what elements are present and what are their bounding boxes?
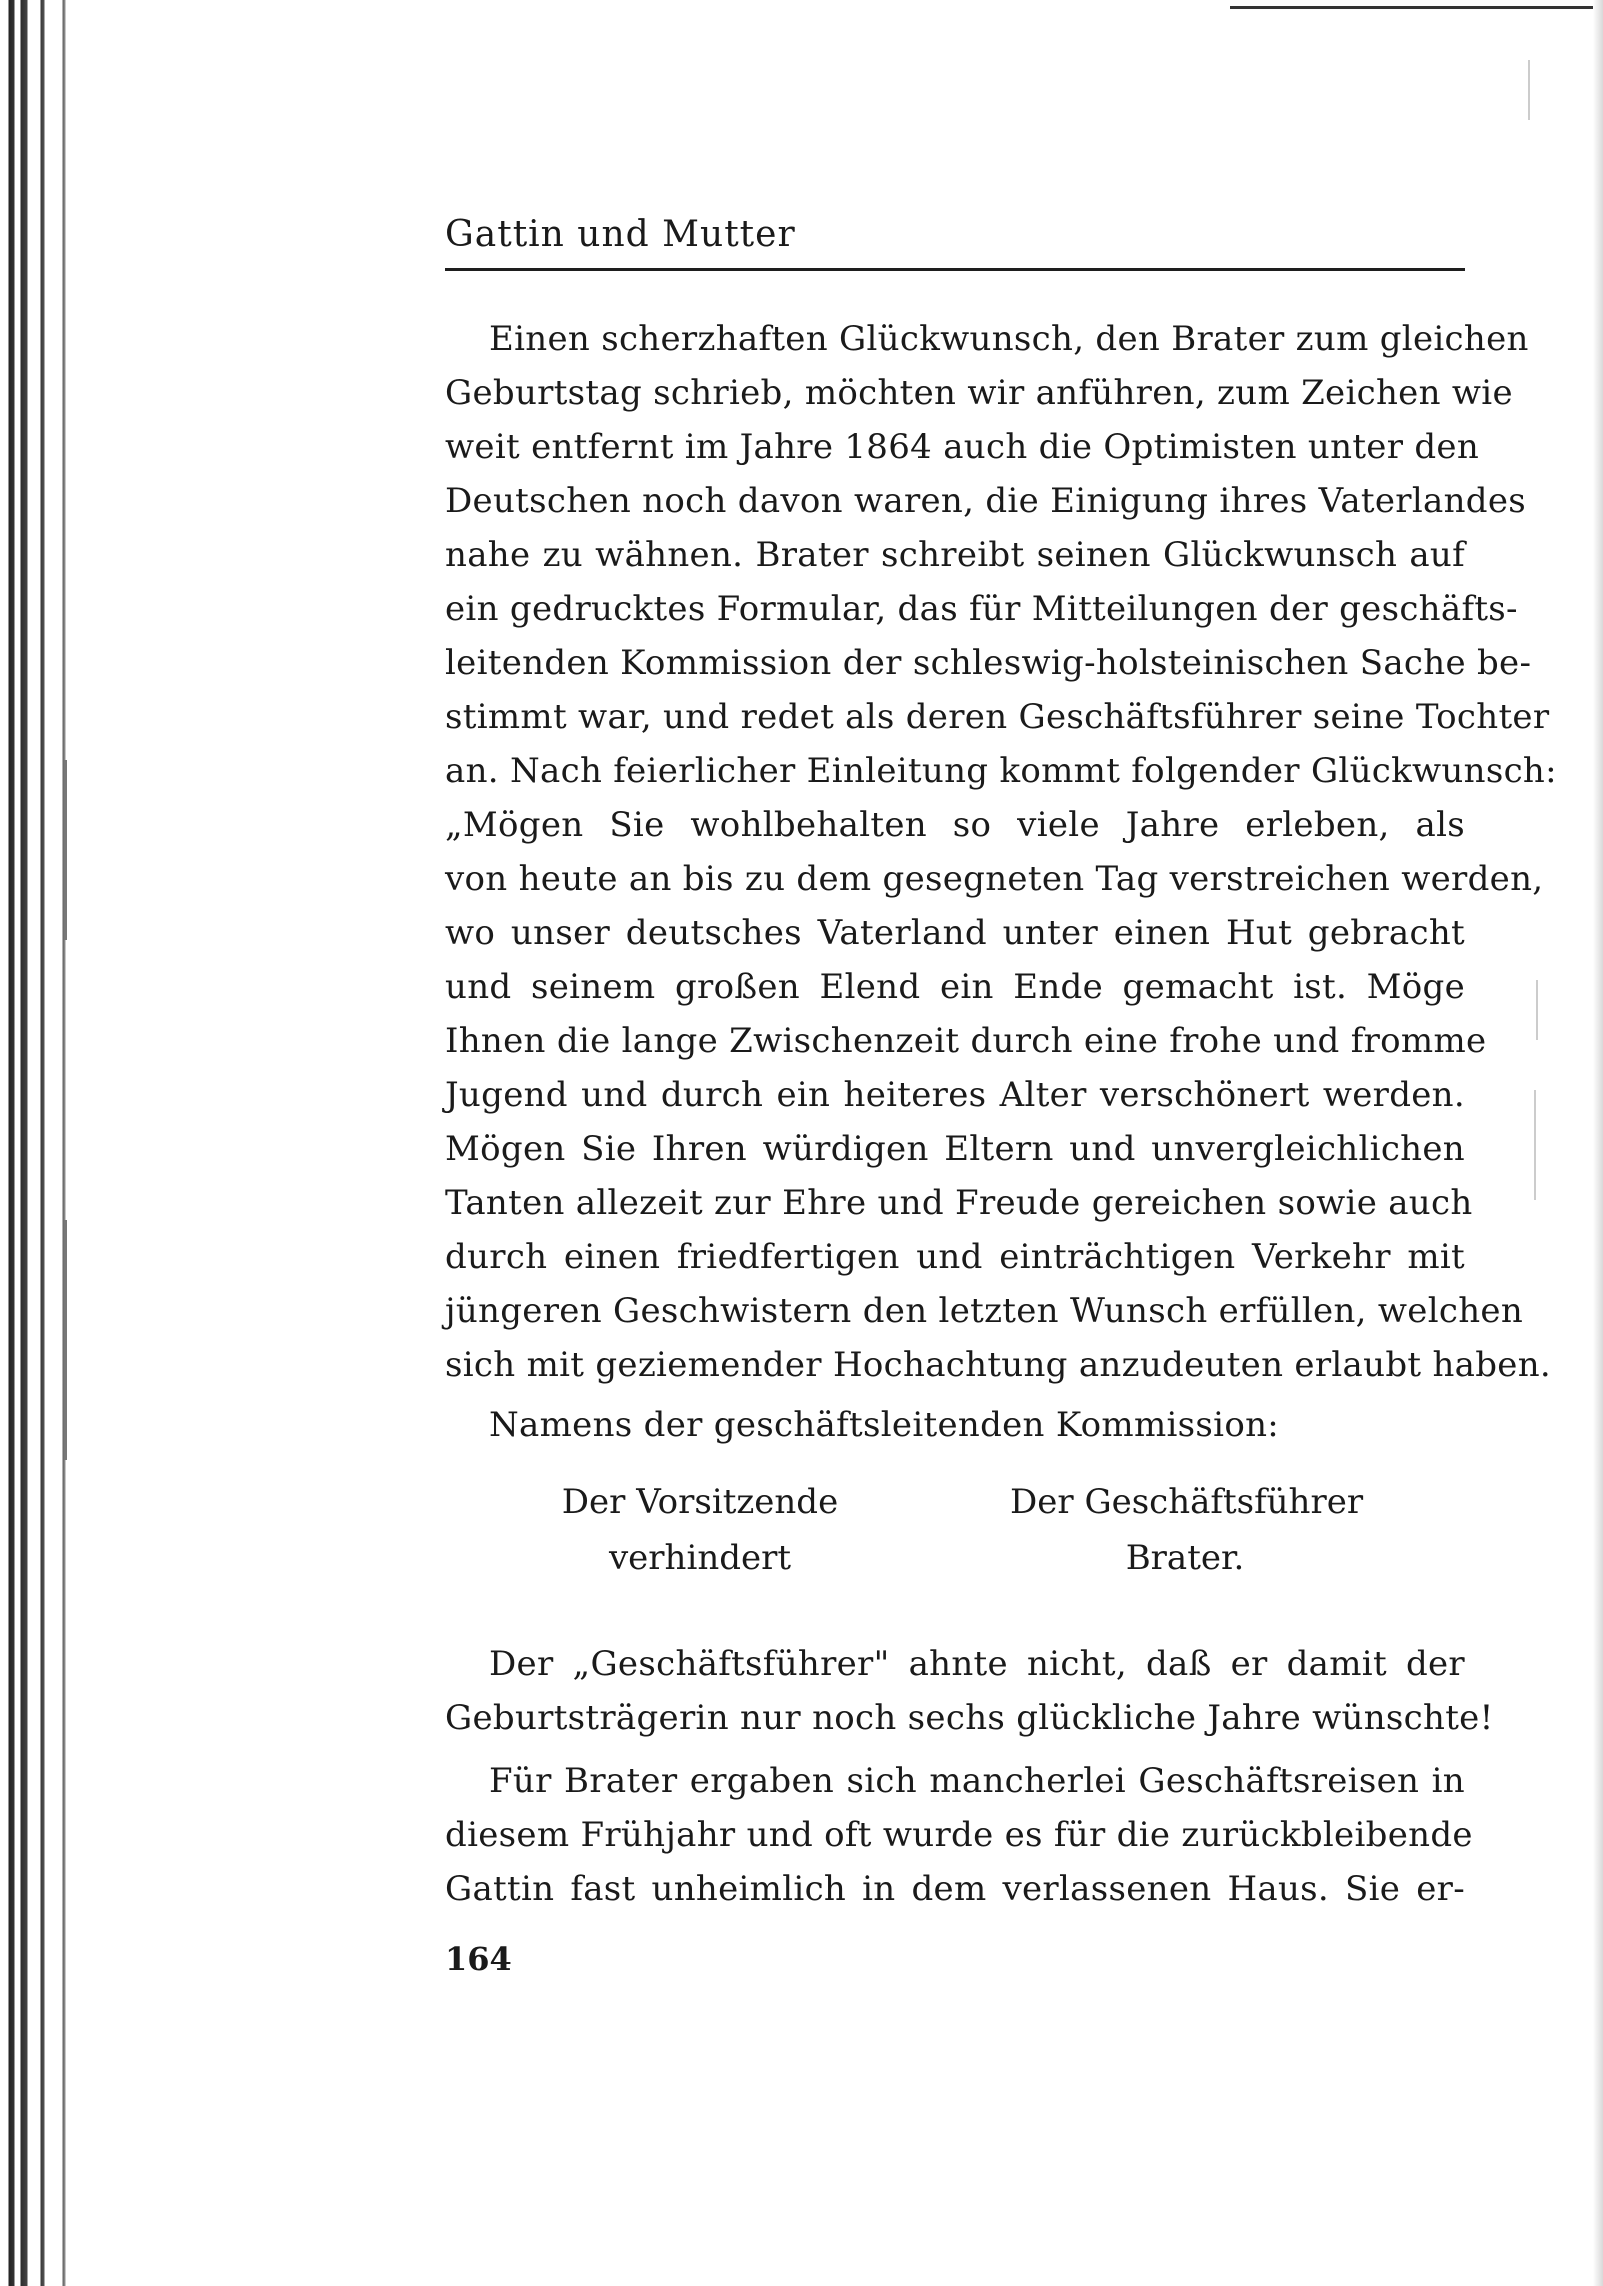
text-line: Tanten allezeit zur Ehre und Freude gereichen sowie auch (445, 1183, 1473, 1223)
signature-left (555, 1474, 845, 1586)
page-number: 164 (445, 1940, 512, 1978)
running-head: Gattin und Mutter (445, 214, 796, 255)
text-line: Mögen Sie Ihren würdigen Eltern und unvergleichlichen (445, 1129, 1465, 1169)
text-line: Gattin fast unheimlich in dem verlassenen Haus. Sie er- (445, 1869, 1465, 1909)
paragraph-2 (445, 1637, 1494, 1745)
text-line: durch einen friedfertigen und einträchtigen Verkehr mit (445, 1237, 1465, 1277)
text-line: Jugend und durch ein heiteres Alter verschönert werden. (445, 1075, 1465, 1115)
text-line: „Mögen Sie wohlbehalten so viele Jahre erleben, als (445, 805, 1465, 845)
text-line: nahe zu wähnen. Brater schreibt seinen Glückwunsch auf (445, 535, 1465, 575)
text-line: sich mit geziemender Hochachtung anzudeuten erlaubt haben. (445, 1345, 1552, 1385)
text-line: Geburtsträgerin nur noch sechs glückliche Jahre wünschte! (445, 1698, 1494, 1738)
text-line: wo unser deutsches Vaterland unter einen Hut gebracht (445, 913, 1465, 953)
text-line: Für Brater ergaben sich mancherlei Geschäftsreisen in (489, 1761, 1465, 1801)
signature-right-title: Der Geschäftsführer (1010, 1482, 1364, 1522)
text-line: Einen scherzhaften Glückwunsch, den Brater zum gleichen (489, 319, 1529, 359)
text-line: jüngeren Geschwistern den letzten Wunsch erfüllen, welchen (445, 1291, 1524, 1331)
text-line: weit entfernt im Jahre 1864 auch die Optimisten unter den (445, 427, 1480, 467)
text-line: Geburtstag schrieb, möchten wir anführen, zum Zeichen wie (445, 373, 1513, 413)
signature-right-name: Brater. (1125, 1538, 1245, 1578)
signature-intro: Namens der geschäftsleitenden Kommission: (489, 1405, 1280, 1445)
page-binding-edge (0, 0, 90, 2286)
text-line: Der „Geschäftsführer" ahnte nicht, daß er damit der (489, 1644, 1465, 1684)
text-line: leitenden Kommission der schleswig-holsteinischen Sache be- (445, 643, 1532, 683)
text-line: und seinem großen Elend ein Ende gemacht ist. Möge (445, 967, 1465, 1007)
text-line: ein gedrucktes Formular, das für Mitteilungen der geschäfts- (445, 589, 1518, 629)
text-line: an. Nach feierlicher Einleitung kommt folgender Glückwunsch: (445, 751, 1557, 791)
paragraph-3 (445, 1754, 1473, 1916)
page-right-edge (1593, 0, 1603, 2286)
text-line: von heute an bis zu dem gesegneten Tag verstreichen werden, (445, 859, 1544, 899)
paragraph-1 (445, 312, 1557, 1392)
text-line: Ihnen die lange Zwischenzeit durch eine frohe und fromme (445, 1021, 1487, 1061)
text-line: diesem Frühjahr und oft wurde es für die zurückbleibende (445, 1815, 1473, 1855)
scan-speck (64, 760, 67, 940)
scan-speck (1528, 60, 1530, 120)
scan-speck (1536, 980, 1538, 1040)
signature-left-name: verhindert (608, 1538, 792, 1578)
page-header (445, 210, 1465, 271)
scan-speck (64, 1220, 67, 1460)
scan-speck (1534, 1090, 1536, 1200)
text-line: Deutschen noch davon waren, die Einigung ihres Vaterlandes (445, 481, 1527, 521)
text-line: stimmt war, und redet als deren Geschäftsführer seine Tochter (445, 697, 1550, 737)
signature-right (1010, 1474, 1364, 1586)
scan-top-edge (1230, 6, 1603, 9)
signature-left-title: Der Vorsitzende (561, 1482, 839, 1522)
